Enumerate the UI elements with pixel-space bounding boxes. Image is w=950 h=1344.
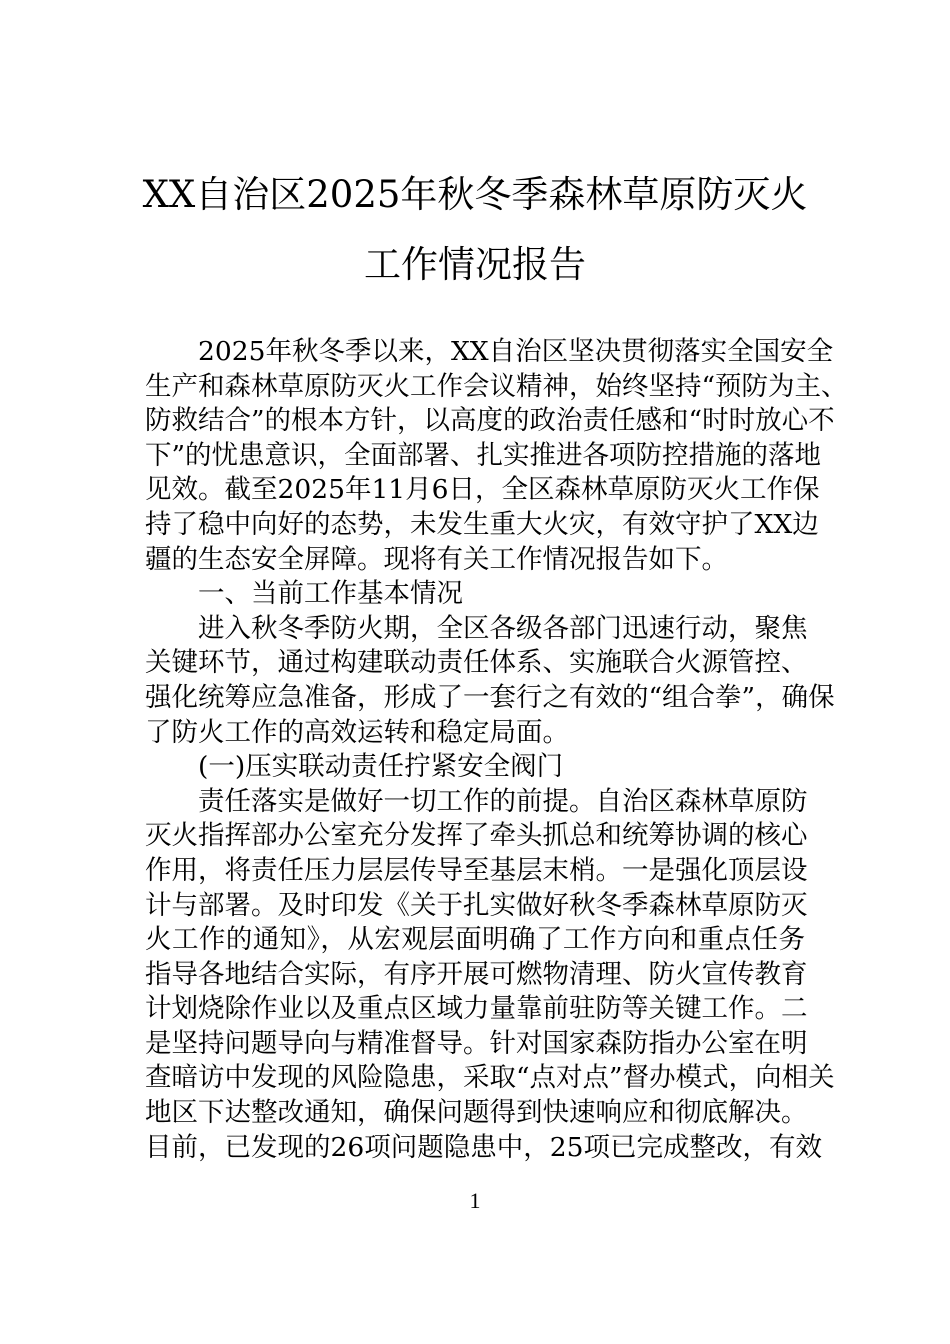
text-line: 生产和森林草原防灭火工作会议精神，始终坚持“预防为主、 bbox=[145, 370, 848, 402]
text-line: 是坚持问题导向与精准督导。针对国家森防指办公室在明 bbox=[145, 1027, 808, 1059]
document-body bbox=[145, 335, 848, 1165]
text-line: 进入秋冬季防火期，全区各级各部门迅速行动，聚焦 bbox=[198, 612, 808, 644]
text-line: 指导各地结合实际，有序开展可燃物清理、防火宣传教育 bbox=[145, 958, 808, 990]
text-line: 防救结合”的根本方针，以高度的政治责任感和“时时放心不 bbox=[145, 405, 835, 437]
text-line: 火工作的通知》，从宏观层面明确了工作方向和重点任务 bbox=[145, 924, 805, 956]
text-line: 地区下达整改通知，确保问题得到快速响应和彻底解决。 bbox=[145, 1097, 808, 1129]
text-line: 见效。截至2025年11月6日，全区森林草原防灭火工作保 bbox=[145, 474, 820, 506]
text-line: 计划烧除作业以及重点区域力量靠前驻防等关键工作。二 bbox=[145, 993, 808, 1025]
text-line: 一、当前工作基本情况 bbox=[198, 578, 463, 610]
page-number: 1 bbox=[469, 1188, 481, 1213]
text-line: 强化统筹应急准备，形成了一套行之有效的“组合拳”，确保 bbox=[145, 681, 835, 713]
text-line: 持了稳中向好的态势，未发生重大火灾，有效守护了XX边 bbox=[145, 508, 819, 540]
text-line: 责任落实是做好一切工作的前提。自治区森林草原防 bbox=[198, 785, 808, 817]
text-line: 目前，已发现的26项问题隐患中，25项已完成整改，有效 bbox=[145, 1131, 822, 1163]
document-title-line-2: 工作情况报告 bbox=[364, 243, 586, 286]
text-line: 疆的生态安全屏障。现将有关工作情况报告如下。 bbox=[145, 543, 728, 575]
document-title-line-1: XX自治区2025年秋冬季森林草原防灭火 bbox=[142, 173, 808, 216]
text-line: 关键环节，通过构建联动责任体系、实施联合火源管控、 bbox=[145, 647, 808, 679]
text-line: 2025年秋冬季以来，XX自治区坚决贯彻落实全国安全 bbox=[198, 336, 834, 367]
text-line: 查暗访中发现的风险隐患，采取“点对点”督办模式，向相关 bbox=[145, 1062, 835, 1094]
text-line: 下”的忧患意识，全面部署、扎实推进各项防控措施的落地 bbox=[145, 439, 822, 471]
text-line: 作用，将责任压力层层传导至基层末梢。一是强化顶层设 bbox=[145, 854, 808, 886]
text-line: 了防火工作的高效运转和稳定局面。 bbox=[145, 716, 569, 748]
text-line: (一)压实联动责任拧紧安全阀门 bbox=[198, 751, 564, 783]
text-line: 灭火指挥部办公室充分发挥了牵头抓总和统筹协调的核心 bbox=[145, 820, 808, 852]
text-line: 计与部署。及时印发《关于扎实做好秋冬季森林草原防灭 bbox=[145, 889, 808, 921]
